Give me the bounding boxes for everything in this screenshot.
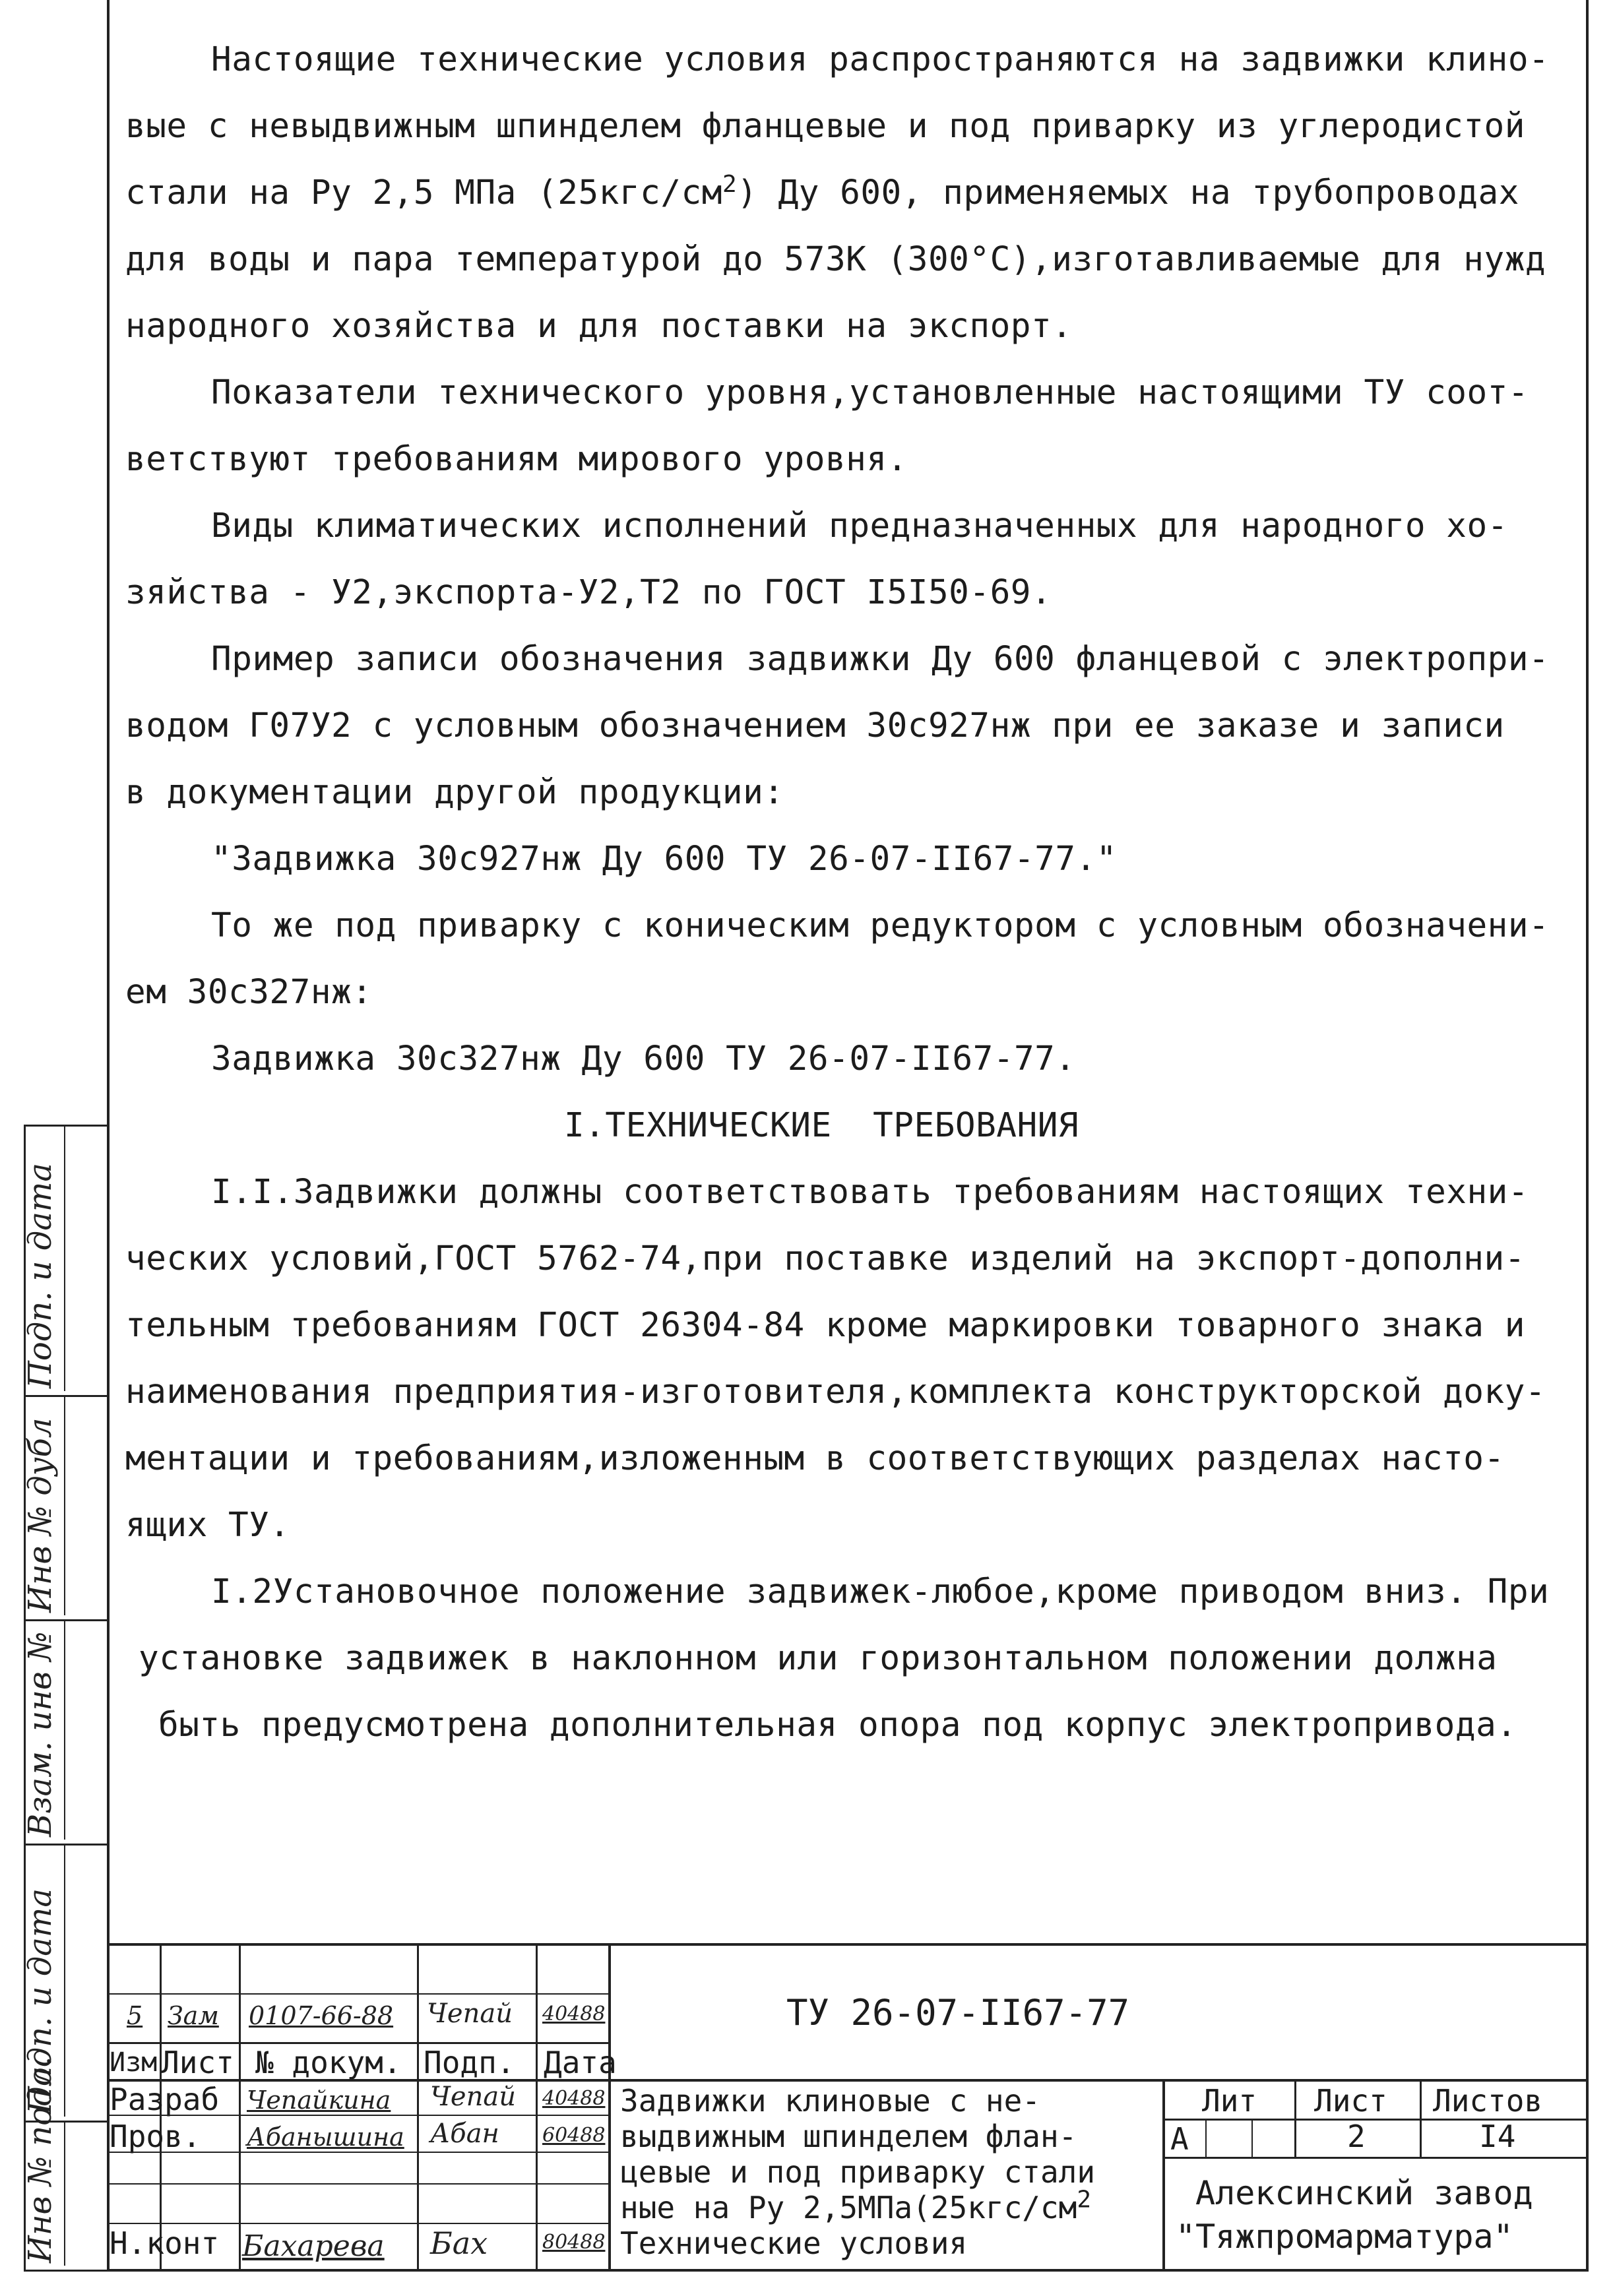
text-line: вые с невыдвижным шпинделем фланцевые и под приварку из углеродистой: [125, 107, 1525, 146]
superscript: 2: [1077, 2186, 1092, 2214]
role-checker: Пров.: [110, 2119, 201, 2154]
text-line: Виды климатических исполнений предназначенных для народного хо-: [211, 507, 1508, 545]
organization-name: Алексинский завод: [1195, 2174, 1533, 2212]
norm-control-date: 80488: [542, 2231, 606, 2254]
doc-number: ТУ 26-07-II67-77: [786, 1992, 1130, 2033]
product-title-line: Задвижки клиновые с не-: [620, 2083, 1040, 2119]
margin-cell-dup-inv: Инв № дубл: [24, 1395, 107, 1619]
text-line: Задвижка 30с327нж Ду 600 ТУ 26-07-II67-77.: [211, 1039, 1076, 1078]
norm-control-name: Бахарева: [242, 2229, 385, 2263]
header-list: Лист: [161, 2045, 234, 2080]
header-sign: Подп.: [424, 2045, 515, 2080]
text-line: ем 30с327нж:: [125, 973, 373, 1012]
text-line: тельным требованиям ГОСТ 26304-84 кроме маркировки товарного знака и: [125, 1306, 1525, 1345]
header-izm: Изм: [110, 2047, 158, 2078]
text-line: ментации и требованиям,изложенным в соответствующих разделах насто-: [125, 1439, 1505, 1478]
lit-value: А: [1170, 2121, 1189, 2157]
role-norm-control: Н.конт: [110, 2225, 220, 2261]
change-doc: 0107-66-88: [249, 2001, 394, 2030]
change-signature: Чепай: [427, 1999, 513, 2029]
checker-date: 60488: [542, 2124, 606, 2147]
document-body: [125, 26, 1550, 1758]
text-line: зяйства - У2,экспорта-У2,Т2 по ГОСТ I5I50-69.: [125, 573, 1052, 612]
product-title-line: выдвижным шпинделем флан-: [620, 2119, 1077, 2154]
text-line: народного хозяйства и для поставки на экспорт.: [125, 307, 1073, 346]
text-line: I.2Установочное положение задвижек-любое,кроме приводом вниз. При: [211, 1572, 1550, 1611]
text-line: водом Г07У2 с условным обозначением 30с927нж при ее заказе и записи: [125, 706, 1505, 745]
organization-name-2: "Тяжпромарматура": [1176, 2218, 1513, 2256]
text-line: ветствуют требованиям мирового уровня.: [125, 440, 908, 479]
product-title-line: Технические условия: [620, 2225, 968, 2261]
lit-label: Лит: [1202, 2083, 1257, 2119]
developer-name: Чепайкина: [247, 2086, 391, 2115]
header-date: Дата: [544, 2045, 617, 2080]
text-line: в документации другой продукции:: [125, 773, 784, 812]
text-line: Настоящие технические условия распространяются на задвижки клино-: [211, 40, 1550, 79]
header-doc: № докум.: [255, 2045, 402, 2080]
change-num: 5: [127, 2001, 143, 2030]
text-line: Пример записи обозначения задвижки Ду 600 фланцевой с электропри-: [211, 640, 1550, 679]
product-title-line: ные на Ру $2,5МПа(25кгс/см^2$: [620, 2186, 1092, 2225]
sheet-value: 2: [1347, 2119, 1366, 2154]
text-line: "Задвижка 30с927нж Ду 600 ТУ 26-07-II67-77.": [211, 840, 1118, 879]
checker-signature: Абан: [430, 2119, 499, 2149]
text-line: для воды и пара температурой до 573К (300°С),изготавливаемые для нужд: [125, 240, 1546, 279]
text-line: быть предусмотрена дополнительная опора под корпус электропривода.: [158, 1706, 1517, 1745]
superscript: 2: [722, 171, 738, 198]
developer-signature: Чепай: [430, 2082, 516, 2112]
product-title-line: цевые и под приварку стали: [620, 2154, 1096, 2190]
margin-cell-sign-date: Подп. и дата: [24, 1125, 107, 1395]
sheets-label: Листов: [1433, 2083, 1543, 2119]
text-line: наименования предприятия-изготовителя,комплекта конструкторской доку-: [125, 1373, 1546, 1412]
text-line: Показатели технического уровня,установленные настоящими ТУ соот-: [211, 373, 1529, 412]
text-line: I.I.Задвижки должны соответствовать требованиям настоящих техни-: [211, 1173, 1529, 1212]
margin-cell-replace-inv: Взам. инв №: [24, 1619, 107, 1844]
margin-cell-orig-inv: Инв № подл.: [24, 2121, 107, 2272]
developer-date: 40488: [542, 2087, 606, 2110]
title-block: [107, 1943, 1589, 2272]
text-line: ящих ТУ.: [125, 1506, 290, 1545]
role-developer: Разраб: [110, 2082, 220, 2117]
text-line: установке задвижек в наклонном или горизонтальном положении должна: [139, 1639, 1498, 1678]
section-heading: I.ТЕХНИЧЕСКИЕ ТРЕБОВАНИЯ: [564, 1106, 1079, 1145]
norm-control-signature: Бах: [430, 2225, 488, 2261]
change-date: 40488: [542, 2002, 606, 2026]
text-line: стали на Ру 2,5 МПа $(25кгс/см^2)$ Ду 600, применяемых на трубопроводах: [125, 171, 1519, 212]
margin-stamp-column: [24, 1125, 107, 2272]
change-izm: Зам: [168, 2001, 219, 2030]
sheet-label: Лист: [1314, 2083, 1387, 2119]
text-line: ческих условий,ГОСТ 5762-74,при поставке изделий на экспорт-дополни-: [125, 1239, 1525, 1278]
sheets-value: I4: [1479, 2119, 1516, 2154]
checker-name: Абанышина: [247, 2123, 404, 2152]
text-line: То же под приварку с коническим редуктором с условным обозначени-: [211, 906, 1550, 945]
margin-cell-sign-date-2: Подп. и дата: [24, 1844, 107, 2121]
